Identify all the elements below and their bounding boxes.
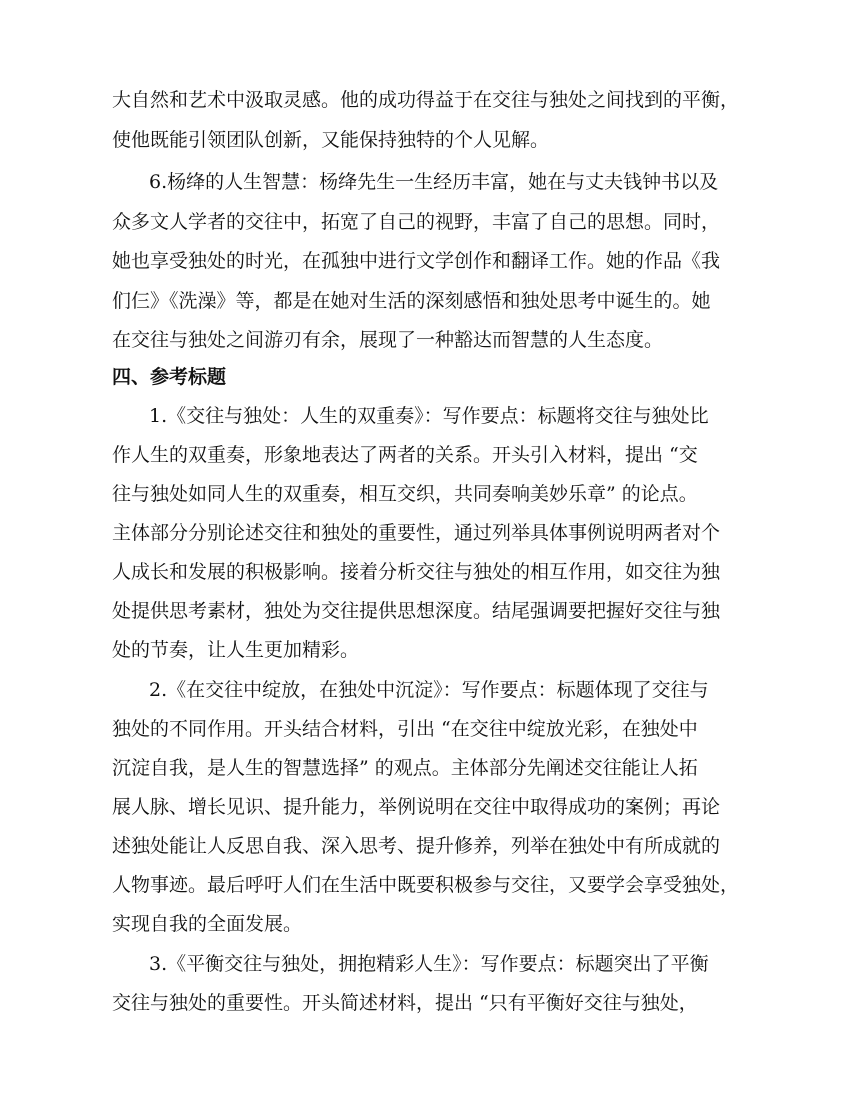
paragraph-line: 人成长和发展的积极影响。接着分析交往与独处的相互作用，如交往为独 <box>112 561 721 583</box>
paragraph-line: 独处的不同作用。开头结合材料，引出 “在交往中绽放光彩，在独处中 <box>112 718 698 740</box>
paragraph-line: 众多文人学者的交往中，拓宽了自己的视野，丰富了自己的思想。同时， <box>112 211 721 233</box>
paragraph-line: 在交往与独处之间游刃有余，展现了一种豁达而智慧的人生态度。 <box>112 329 664 351</box>
paragraph-line: 交往与独处的重要性。开头简述材料，提出 “只有平衡好交往与独处， <box>112 992 698 1014</box>
paragraph-line: 作人生的双重奏，形象地表达了两者的关系。开头引入材料，提出 “交 <box>112 444 698 466</box>
paragraph-line: 使他既能引领团队创新，又能保持独特的个人见解。 <box>112 129 550 151</box>
paragraph-line: 主体部分分别论述交往和独处的重要性，通过列举具体事例说明两者对个 <box>112 522 721 544</box>
paragraph-line: 人物事迹。最后呼吁人们在生活中既要积极参与交往，又要学会享受独处， <box>112 874 740 896</box>
paragraph-line: 她也享受独处的时光，在孤独中进行文学创作和翻译工作。她的作品《我 <box>112 250 721 272</box>
paragraph-line: 6.杨绛的人生智慧：杨绛先生一生经历丰富，她在与丈夫钱钟书以及 <box>149 171 719 193</box>
paragraph-line: 处的节奏，让人生更加精彩。 <box>112 639 360 661</box>
paragraph-line: 3.《平衡交往与独处，拥抱精彩人生》：写作要点：标题突出了平衡 <box>149 953 709 975</box>
paragraph-line: 沉淀自我，是人生的智慧选择” 的观点。主体部分先阐述交往能让人拓 <box>112 757 698 779</box>
paragraph-line: 往与独处如同人生的双重奏，相互交织，共同奏响美妙乐章” 的论点。 <box>112 483 698 505</box>
paragraph-line: 1.《交往与独处：人生的双重奏》：写作要点：标题将交往与独处比 <box>149 405 709 427</box>
paragraph-line: 展人脉、增长见识、提升能力，举例说明在交往中取得成功的案例；再论 <box>112 796 721 818</box>
paragraph-line: 2.《在交往中绽放，在独处中沉淀》：写作要点：标题体现了交往与 <box>149 679 709 701</box>
paragraph-line: 处提供思考素材，独处为交往提供思想深度。结尾强调要把握好交往与独 <box>112 600 721 622</box>
paragraph-line: 们仨》《洗澡》等，都是在她对生活的深刻感悟和独处思考中诞生的。她 <box>112 290 711 312</box>
paragraph-line: 述独处能让人反思自我、深入思考、提升修养，列举在独处中有所成就的 <box>112 835 721 857</box>
section-heading: 四、参考标题 <box>112 366 227 388</box>
paragraph-line: 实现自我的全面发展。 <box>112 913 303 935</box>
paragraph-line: 大自然和艺术中汲取灵感。他的成功得益于在交往与独处之间找到的平衡， <box>112 89 740 111</box>
